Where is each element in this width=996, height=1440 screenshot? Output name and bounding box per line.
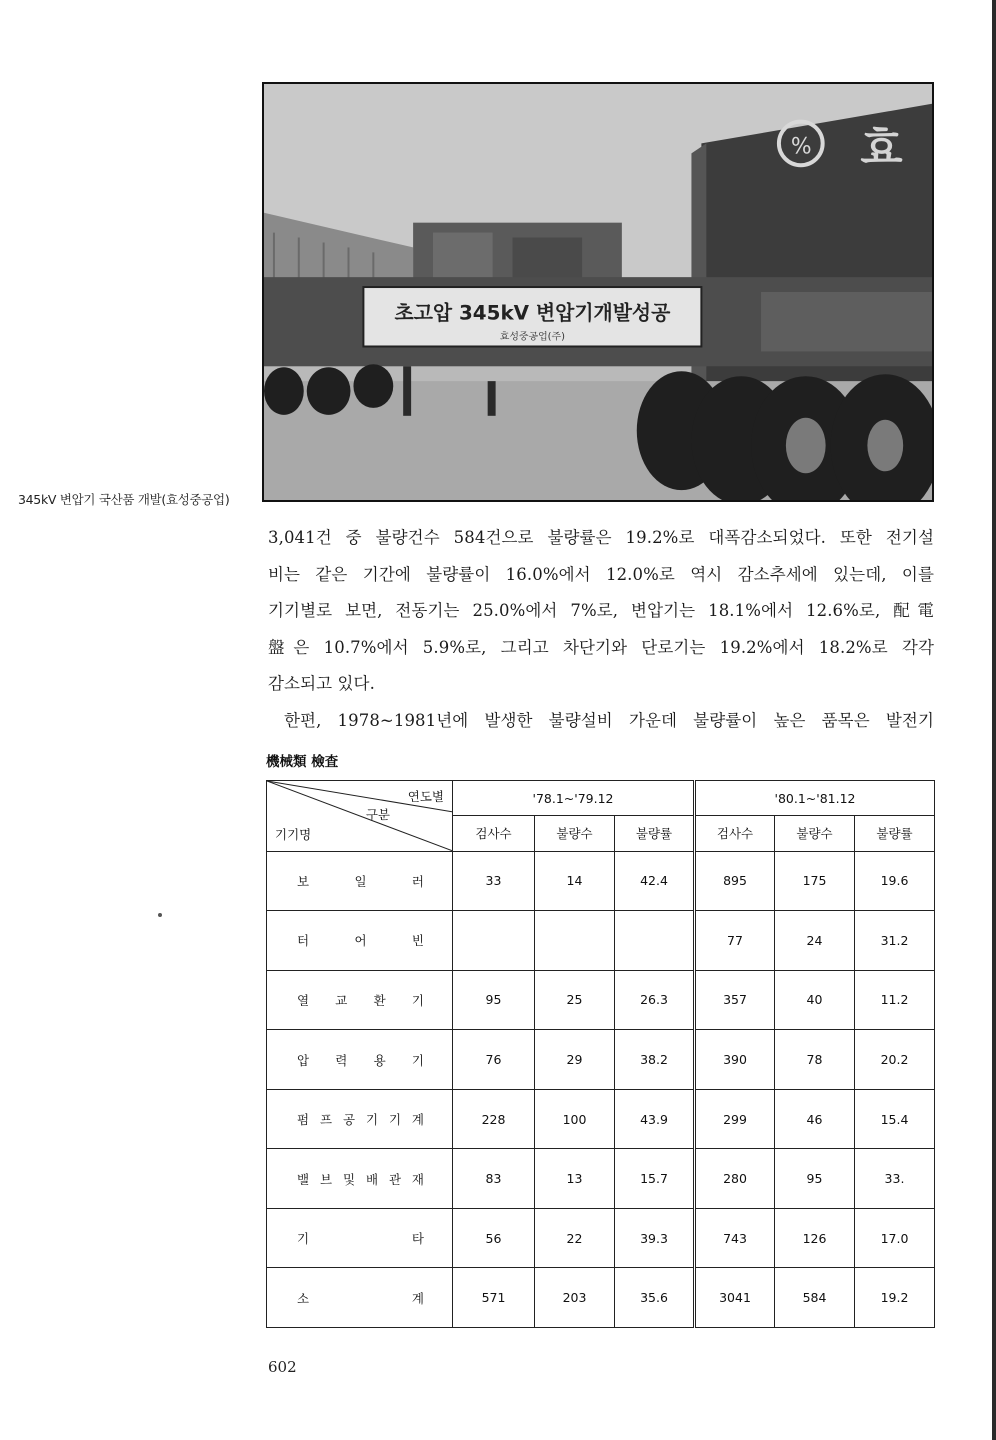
equipment-name-cell	[267, 1268, 453, 1328]
period2-value: 33.	[855, 1149, 935, 1209]
period1-value: 42.4	[615, 851, 695, 911]
equipment-name-char: 재	[411, 1171, 424, 1187]
table-body	[267, 851, 935, 1327]
equipment-name-char: 열	[297, 992, 310, 1008]
equipment-name-char: 터	[297, 933, 310, 949]
equipment-name-char: 어	[354, 933, 367, 949]
period1-value: 35.6	[615, 1268, 695, 1328]
period1-value: 39.3	[615, 1208, 695, 1268]
inspection-table	[266, 780, 935, 1328]
category-label: 구분	[365, 807, 390, 822]
equipment-name-char: 밸	[297, 1171, 310, 1187]
col-header: 불량수	[535, 816, 615, 851]
equipment-name-cell	[267, 1149, 453, 1209]
period2-value: 11.2	[855, 970, 935, 1030]
period2-value: 17.0	[855, 1208, 935, 1268]
period1-value: 25	[535, 970, 615, 1030]
period1-value: 95	[453, 970, 535, 1030]
equipment-name-char: 기	[365, 1112, 379, 1128]
equipment-name-cell	[267, 1030, 453, 1090]
period2-value: 19.6	[855, 851, 935, 911]
table-row	[267, 970, 935, 1030]
period2-value: 390	[695, 1030, 775, 1090]
equipment-name-char: 용	[373, 1052, 386, 1068]
equipment-name-char: 계	[411, 1290, 424, 1306]
svg-text:초고압 345kV 변압기개발성공: 초고압 345kV 변압기개발성공	[394, 301, 671, 325]
period2-value: 357	[695, 970, 775, 1030]
equipment-name-char: 보	[297, 873, 310, 889]
paragraph-line: 盤은 10.7%에서 5.9%로, 그리고 차단기와 단로기는 19.2%에서 18.2%로 각각	[268, 637, 934, 657]
equipment-name-char: 관	[388, 1171, 402, 1187]
table-title: 機械類 檢査	[266, 754, 339, 770]
equipment-name-char: 빈	[411, 933, 424, 949]
equipment-name-cell	[267, 970, 453, 1030]
col-header: 불량률	[615, 816, 695, 851]
col-header: 불량수	[775, 816, 855, 851]
period1-value: 203	[535, 1268, 615, 1328]
period1-value: 228	[453, 1089, 535, 1149]
year-label: 연도별	[407, 789, 444, 804]
table-row	[267, 1208, 935, 1268]
body-text	[268, 520, 934, 739]
paragraph-line: 감소되고 있다.	[268, 674, 375, 693]
equipment-name-char: 및	[342, 1171, 356, 1187]
page-edge	[992, 0, 996, 1440]
photo-image	[264, 84, 932, 500]
svg-text:효: 효	[860, 123, 903, 175]
equipment-name-char: 환	[373, 992, 386, 1008]
period1-value: 14	[535, 851, 615, 911]
period2-value: 895	[695, 851, 775, 911]
header-diagonal-cell	[267, 781, 453, 852]
period1-value: 76	[453, 1030, 535, 1090]
equipment-name-char: 압	[297, 1052, 310, 1068]
period2-value: 175	[775, 851, 855, 911]
paragraph-line: 한편, 1978~1981년에 발생한 불량설비 가운데 불량률이 높은 품목은 발전기	[284, 710, 934, 730]
period1-value: 15.7	[615, 1149, 695, 1209]
equipment-name-char: 일	[354, 873, 367, 889]
period1-value: 38.2	[615, 1030, 695, 1090]
period1-value: 13	[535, 1149, 615, 1209]
equipment-name-char: 기	[411, 1052, 424, 1068]
period1-value: 33	[453, 851, 535, 911]
period1-value	[535, 911, 615, 971]
equipment-name-char: 프	[319, 1112, 333, 1128]
equipment-name-char: 소	[297, 1290, 310, 1306]
col-header: 검사수	[695, 816, 775, 851]
name-label: 기기명	[275, 826, 312, 842]
period2-value: 126	[775, 1208, 855, 1268]
period2-value: 31.2	[855, 911, 935, 971]
period1-value	[615, 911, 695, 971]
equipment-name-char: 타	[411, 1231, 424, 1247]
equipment-name-char: 기	[411, 992, 424, 1008]
equipment-name-char: 러	[411, 873, 424, 889]
equipment-name-char: 배	[365, 1171, 379, 1187]
equipment-name-char: 브	[319, 1171, 333, 1187]
period2-value: 40	[775, 970, 855, 1030]
period2-value: 20.2	[855, 1030, 935, 1090]
table-row	[267, 1149, 935, 1209]
period1-value: 43.9	[615, 1089, 695, 1149]
paragraph-line: 3,041건 중 불량건수 584건으로 불량률은 19.2%로 대폭감소되었다. 또한 전기설	[268, 528, 934, 547]
period2-value: 95	[775, 1149, 855, 1209]
period2-value: 46	[775, 1089, 855, 1149]
equipment-name-cell	[267, 851, 453, 911]
period1-value: 29	[535, 1030, 615, 1090]
period1-value	[453, 911, 535, 971]
table-row	[267, 1030, 935, 1090]
period1-value: 83	[453, 1149, 535, 1209]
period2-value: 3041	[695, 1268, 775, 1328]
equipment-name-cell	[267, 1208, 453, 1268]
photo-caption: 345kV 변압기 국산품 개발(효성중공업)	[18, 492, 230, 507]
period2-value: 15.4	[855, 1089, 935, 1149]
period2-value: 299	[695, 1089, 775, 1149]
period1-value: 22	[535, 1208, 615, 1268]
equipment-name-cell	[267, 911, 453, 971]
table-row	[267, 851, 935, 911]
col-header: 불량률	[855, 816, 935, 851]
period1-value: 100	[535, 1089, 615, 1149]
col-header: 검사수	[453, 816, 535, 851]
paragraph-line: 비는 같은 기간에 불량률이 16.0%에서 12.0%로 역시 감소추세에 있는데, 이를	[268, 564, 934, 584]
period1-value: 571	[453, 1268, 535, 1328]
table-row	[267, 1089, 935, 1149]
period2-value: 24	[775, 911, 855, 971]
period1-value: 56	[453, 1208, 535, 1268]
period2-value: 743	[695, 1208, 775, 1268]
equipment-name-cell	[267, 1089, 453, 1149]
period2-value: 280	[695, 1149, 775, 1209]
table-row	[267, 911, 935, 971]
equipment-name-char: 력	[335, 1052, 348, 1068]
equipment-name-char: 펌	[297, 1112, 310, 1128]
period2-value: 584	[775, 1268, 855, 1328]
period1-header: '78.1~'79.12	[453, 781, 695, 816]
equipment-name-char: 교	[335, 992, 348, 1008]
equipment-name-char: 공	[342, 1112, 356, 1128]
equipment-name-char: 계	[411, 1112, 424, 1128]
svg-text:효성중공업(주): 효성중공업(주)	[499, 331, 566, 343]
period2-value: 19.2	[855, 1268, 935, 1328]
paragraph-line: 기기별로 보면, 전동기는 25.0%에서 7%로, 변압기는 18.1%에서 12.6%로, 配電	[268, 601, 934, 620]
table-row	[267, 1268, 935, 1328]
speck	[158, 913, 162, 917]
period1-value: 26.3	[615, 970, 695, 1030]
equipment-name-char: 기	[297, 1231, 310, 1247]
page-number: 602	[268, 1358, 297, 1376]
photo-transformer-transport	[262, 82, 934, 502]
equipment-name-char: 기	[388, 1112, 402, 1128]
svg-text:%: %	[790, 134, 812, 160]
period2-header: '80.1~'81.12	[695, 781, 935, 816]
period2-value: 78	[775, 1030, 855, 1090]
period2-value: 77	[695, 911, 775, 971]
